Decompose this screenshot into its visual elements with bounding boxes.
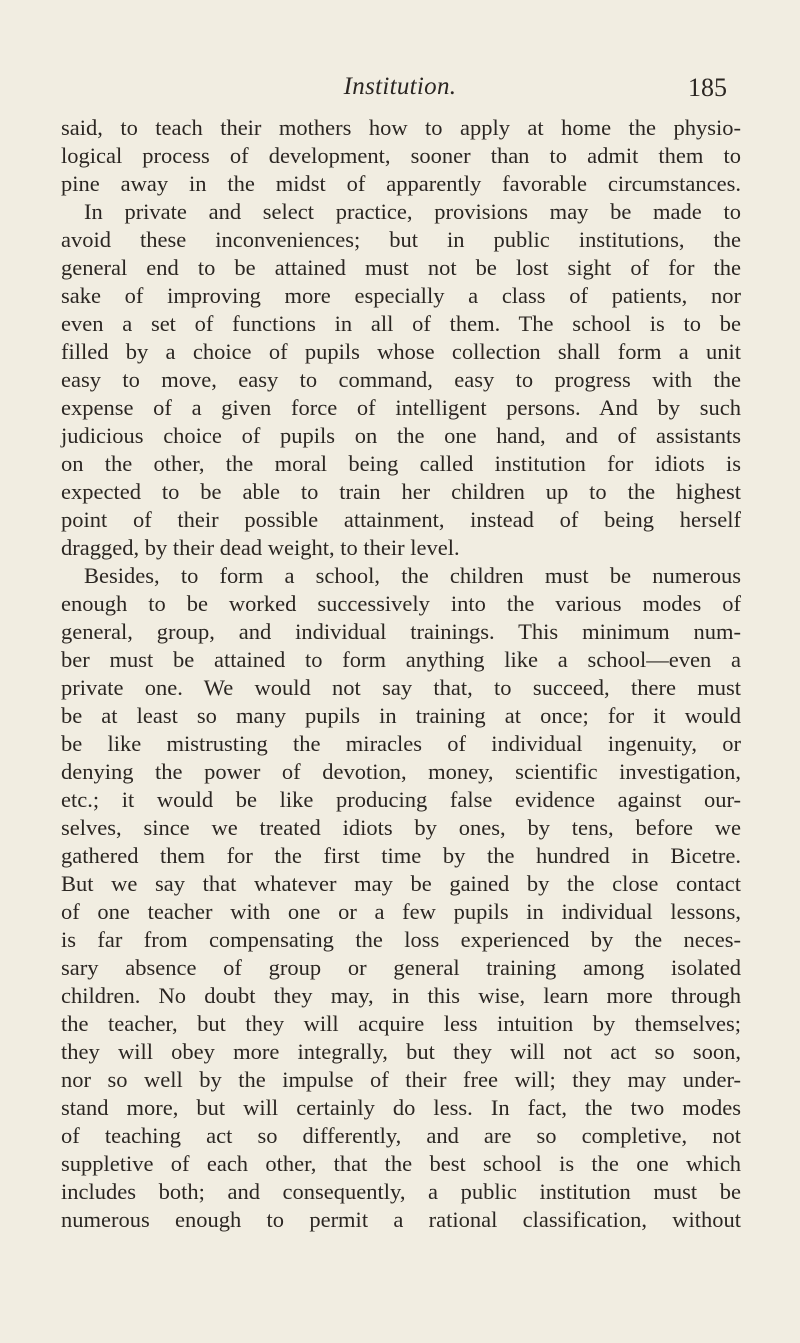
text-line: numerous enough to permit a rational classification, without (61, 1207, 741, 1232)
text-line: filled by a choice of pupils whose collection shall form a unit (61, 339, 741, 364)
text-line: suppletive of each other, that the best school is the one which (61, 1151, 741, 1176)
body-text (61, 114, 741, 1234)
text-line: be like mistrusting the miracles of individual ingenuity, or (61, 731, 741, 756)
text-line: easy to move, easy to command, easy to progress with the (61, 367, 741, 392)
text-line: is far from compensating the loss experienced by the neces- (61, 927, 741, 952)
text-line: avoid these inconveniences; but in public institutions, the (61, 227, 741, 252)
text-line: judicious choice of pupils on the one hand, and of assistants (61, 423, 741, 448)
text-line: even a set of functions in all of them. The school is to be (61, 311, 741, 336)
text-line: said, to teach their mothers how to apply at home the physio- (61, 115, 741, 140)
running-title: Institution. (343, 73, 457, 100)
text-line: on the other, the moral being called institution for idiots is (61, 451, 741, 476)
text-line: enough to be worked successively into the various modes of (61, 591, 741, 616)
text-line: pine away in the midst of apparently favorable circumstances. (61, 171, 741, 196)
text-line: general, group, and individual trainings. This minimum num- (61, 619, 741, 644)
text-line: stand more, but will certainly do less. In fact, the two modes (61, 1095, 741, 1120)
text-line: logical process of development, sooner than to admit them to (61, 143, 741, 168)
text-line: ber must be attained to form anything like a school—even a (61, 647, 741, 672)
text-line: sary absence of group or general training among isolated (61, 955, 741, 980)
text-line: expected to be able to train her children up to the highest (61, 479, 741, 504)
text-line: the teacher, but they will acquire less intuition by themselves; (61, 1011, 741, 1036)
text-line: In private and select practice, provisions may be made to (84, 199, 741, 224)
text-line: denying the power of devotion, money, scientific investigation, (61, 759, 741, 784)
text-line: general end to be attained must not be lost sight of for the (61, 255, 741, 280)
running-head (0, 73, 800, 113)
text-line: Besides, to form a school, the children must be numerous (84, 563, 741, 588)
text-line: children. No doubt they may, in this wise, learn more through (61, 983, 741, 1008)
text-line: nor so well by the impulse of their free will; they may under- (61, 1067, 741, 1092)
text-line: expense of a given force of intelligent persons. And by such (61, 395, 741, 420)
text-line: be at least so many pupils in training at once; for it would (61, 703, 741, 728)
text-line: includes both; and consequently, a public institution must be (61, 1179, 741, 1204)
text-line: selves, since we treated idiots by ones, by tens, before we (61, 815, 741, 840)
text-line: of teaching act so differently, and are so completive, not (61, 1123, 741, 1148)
text-line: point of their possible attainment, instead of being herself (61, 507, 741, 532)
text-line: But we say that whatever may be gained by the close contact (61, 871, 741, 896)
page-number: 185 (688, 73, 727, 102)
text-line: they will obey more integrally, but they will not act so soon, (61, 1039, 741, 1064)
text-line: of one teacher with one or a few pupils in individual lessons, (61, 899, 741, 924)
text-line: dragged, by their dead weight, to their level. (61, 535, 460, 560)
text-line: etc.; it would be like producing false evidence against our- (61, 787, 741, 812)
text-line: gathered them for the first time by the hundred in Bicetre. (61, 843, 741, 868)
text-line: sake of improving more especially a class of patients, nor (61, 283, 741, 308)
text-line: private one. We would not say that, to succeed, there must (61, 675, 741, 700)
